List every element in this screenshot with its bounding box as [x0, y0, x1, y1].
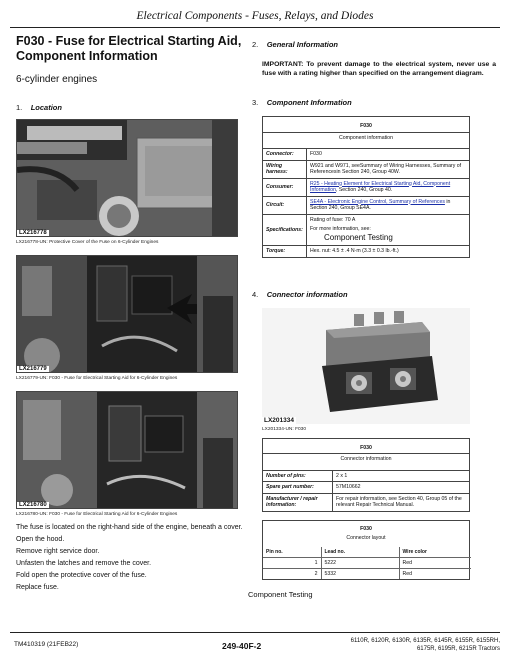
step-number: 3.: [252, 98, 259, 107]
component-testing-bottom-link[interactable]: Component Testing: [248, 589, 313, 599]
footer-page-number: 249-40F-2: [222, 641, 262, 651]
row-key: Connector:: [263, 149, 307, 161]
table-row: [263, 178, 470, 196]
column-header: Wire color: [399, 547, 471, 558]
step-2-heading: [252, 34, 496, 52]
section-subtitle: 6-cylinder engines: [16, 74, 98, 85]
engine-photo-cover: [16, 119, 238, 237]
column-header: Lead no.: [321, 547, 399, 558]
row-key: Manufacturer / repair information:: [263, 493, 333, 511]
connector-layout-table: [263, 547, 471, 579]
row-value: [307, 178, 470, 196]
table-row: [263, 568, 471, 579]
step-title: Connector information: [266, 289, 348, 299]
procedure-line: Remove right service door.: [16, 548, 100, 555]
row-value: [307, 196, 470, 214]
consumer-link[interactable]: R25 - Heating Element for Electrical Starting Aid, Component Information: [310, 180, 451, 193]
row-key: Circuit:: [263, 196, 307, 214]
procedure-line: The fuse is located on the right-hand side of the engine, beneath a cover.: [16, 524, 243, 531]
table-title: F030: [360, 525, 372, 532]
row-key: Torque:: [263, 246, 307, 258]
header-text: Electrical Components - Fuses, Relays, and Diodes: [136, 10, 374, 22]
step-number: 4.: [252, 289, 259, 299]
footer-models-line: 6175R, 6195R, 6215R Tractors: [416, 646, 500, 652]
step-title: General Information: [266, 40, 338, 49]
step-title: Location: [30, 103, 62, 112]
column-header: Pin no.: [263, 547, 321, 558]
procedure-line: Fold open the protective cover of the fuse.: [16, 572, 147, 579]
fuse-rating: Rating of fuse: 70 A: [310, 216, 356, 223]
page-header: [10, 6, 500, 28]
table-header-row: [263, 547, 471, 558]
table-row: [263, 470, 470, 482]
table-row: [263, 149, 470, 161]
step-title: Component Information: [266, 98, 352, 107]
table-row: [263, 557, 471, 568]
step-number: 1.: [16, 103, 23, 112]
page-title: F030 - Fuse for Electrical Starting Aid, Component Information: [16, 34, 242, 63]
row-value: 2 x 1: [333, 470, 470, 482]
connector-info-table: [262, 438, 470, 512]
step-number: 2.: [252, 40, 259, 49]
row-key: Consumer:: [263, 178, 307, 196]
lead-cell: 5222: [321, 557, 399, 568]
row-value: F030: [307, 149, 470, 161]
pin-cell: 1: [263, 557, 321, 568]
photo-caption: LX216779-UN: F030 - Fuse for Electrical Starting Aid for 6-Cylinder Engines: [16, 376, 178, 381]
row-key: Spare part number:: [263, 482, 333, 494]
table-row: [263, 493, 470, 511]
connector-layout-box: [262, 520, 470, 580]
right-column: [248, 34, 496, 599]
photo-tag: LX216778: [19, 230, 47, 236]
photo-caption: LX216778-UN: Protective Cover of the Fuse on 6-Cylinder Engines: [16, 240, 159, 245]
row-value: For repair information, see Section 40, Group 05 of the relevant Repair Technical Manual.: [333, 493, 470, 511]
table-title: F030: [263, 438, 470, 454]
row-key: Number of pins:: [263, 470, 333, 482]
table-row: [263, 482, 470, 494]
table-row: [263, 214, 470, 246]
table-title: F030: [263, 117, 470, 133]
row-value: [307, 214, 470, 246]
row-value: Hex. nut: 4.5 ± .4 N·m (3.3 ± 0.3 lb.-ft.): [307, 246, 470, 258]
procedure-line: Unfasten the latches and remove the cover.: [16, 560, 152, 567]
table-row: [263, 160, 470, 178]
engine-photo-fuse: [16, 255, 238, 373]
procedure-text: [16, 523, 244, 592]
table-subtitle: Connector information: [263, 454, 470, 471]
consumer-rest: , Section 240, Group 40.: [335, 187, 393, 193]
color-cell: Red: [399, 557, 471, 568]
row-key: Wiring harness:: [263, 160, 307, 178]
page-footer: [10, 632, 500, 652]
circuit-link[interactable]: SE4A - Electronic Engine Control, Summary of References: [310, 198, 445, 205]
photo-tag: LX201334: [264, 416, 294, 424]
lead-cell: 5332: [321, 568, 399, 579]
spec-more: For more information, see:: [310, 226, 371, 232]
engine-photo-fuse-close: [16, 391, 238, 509]
row-key: Specifications:: [263, 214, 307, 246]
procedure-line: Replace fuse.: [16, 584, 59, 591]
important-notice: IMPORTANT: To prevent damage to the electrical system, never use a fuse with a rating higher than specified on the arrangement diagram.: [262, 61, 496, 77]
table-subtitle: Connector layout: [346, 534, 386, 541]
step-3-heading: [252, 92, 496, 110]
color-cell: Red: [402, 570, 413, 577]
connector-photo: [262, 308, 470, 424]
photo-caption: LX201334-UN: F030: [262, 426, 306, 432]
left-column: [16, 34, 244, 592]
photo-caption: LX216780-UN: F030 - Fuse for Electrical Starting Aid for 6-Cylinder Engines: [16, 512, 178, 517]
procedure-line: Open the hood.: [16, 536, 65, 543]
table-subtitle: Component information: [263, 132, 470, 149]
step-4-heading: [252, 284, 496, 302]
row-value: W921 and W971, seeSummary of Wiring Harnesses, Summary of Referencesin Section 240, Group 40W.: [307, 160, 470, 178]
footer-doc-id: TM410319 (21FEB22): [14, 641, 79, 648]
footer-models: [294, 637, 500, 653]
pin-cell: 2: [263, 568, 321, 579]
circuit-rest: in Section 240, Group SE4A.: [310, 198, 451, 211]
component-info-table: [262, 116, 470, 258]
footer-models-line: 6110R, 6120R, 6130R, 6135R, 6145R, 6155R, 6155RH,: [350, 638, 500, 644]
photo-tag: LX216779: [19, 366, 47, 372]
table-row: [263, 196, 470, 214]
photo-tag: LX216780: [19, 502, 47, 508]
step-1-heading: [16, 97, 244, 115]
row-value: 57M10662: [333, 482, 470, 494]
component-testing-link[interactable]: Component Testing: [324, 232, 393, 242]
table-row: [263, 246, 470, 258]
